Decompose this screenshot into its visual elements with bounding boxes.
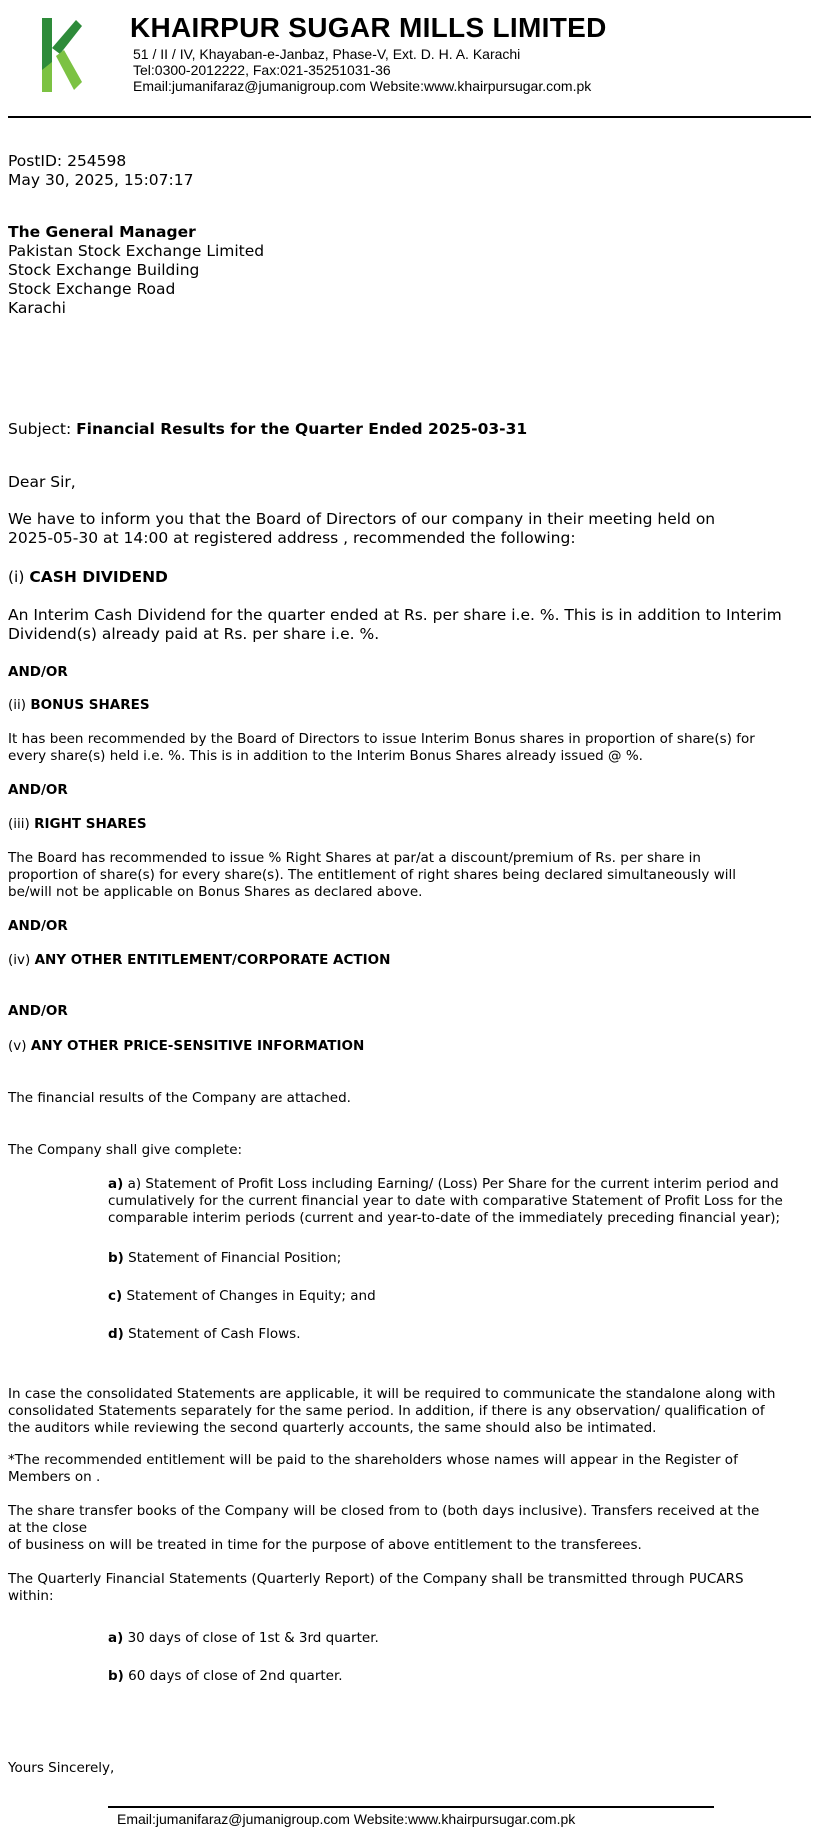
deadline-b: b) 60 days of close of 2nd quarter. <box>108 1668 343 1684</box>
statement-d: d) Statement of Cash Flows. <box>108 1326 301 1342</box>
transfer-books-line-2: at the close <box>8 1520 88 1536</box>
bonus-shares-heading: (ii) BONUS SHARES <box>8 697 150 713</box>
pucars-line-1: The Quarterly Financial Statements (Quarterly Report) of the Company shall be transmitted through PUCARS <box>8 1571 744 1587</box>
transfer-books-line-3: of business on will be treated in time for the purpose of above entitlement to the transferees. <box>8 1537 642 1553</box>
other-price-heading: (v) ANY OTHER PRICE-SENSITIVE INFORMATION <box>8 1038 365 1054</box>
right-shares-line-3: be/will not be applicable on Bonus Shares as declared above. <box>8 884 423 900</box>
company-address: 51 / II / IV, Khayaban-e-Janbaz, Phase-V, Ext. D. H. A. Karachi <box>133 46 521 62</box>
closing-sincerely: Yours Sincerely, <box>8 1760 115 1776</box>
consolidated-line-2: consolidated Statements separately for the same period. In addition, if there is any observation/ qualification of <box>8 1403 765 1419</box>
and-or-3: AND/OR <box>8 918 68 934</box>
statement-a-line-1: a) a) Statement of Profit Loss including Earning/ (Loss) Per Share for the current interim period and <box>108 1176 779 1192</box>
give-complete: The Company shall give complete: <box>8 1142 243 1158</box>
header-divider <box>8 116 811 118</box>
intro-line-2: 2025-05-30 at 14:00 at registered address , recommended the following: <box>8 529 576 547</box>
deadline-a: a) 30 days of close of 1st & 3rd quarter. <box>108 1630 379 1646</box>
statement-b: b) Statement of Financial Position; <box>108 1250 342 1266</box>
cash-dividend-heading: (i) CASH DIVIDEND <box>8 568 168 586</box>
bonus-shares-line-2: every share(s) held i.e. %. This is in addition to the Interim Bonus Shares already issued @ %. <box>8 748 643 764</box>
results-attached: The financial results of the Company are attached. <box>8 1090 351 1106</box>
recipient-title: The General Manager <box>8 223 196 241</box>
entitlement-note-line-1: *The recommended entitlement will be paid to the shareholders whose names will appear in the Register of <box>8 1452 738 1468</box>
footer-divider <box>108 1806 714 1808</box>
cash-dividend-line-2: Dividend(s) already paid at Rs. per share i.e. %. <box>8 625 380 643</box>
other-entitlement-heading: (iv) ANY OTHER ENTITLEMENT/CORPORATE ACTION <box>8 952 391 968</box>
subject-line <box>8 420 527 439</box>
pucars-line-2: within: <box>8 1588 54 1604</box>
right-shares-line-1: The Board has recommended to issue % Right Shares at par/at a discount/premium of Rs. per share in <box>8 850 701 866</box>
entitlement-note-line-2: Members on . <box>8 1469 101 1485</box>
intro-line-1: We have to inform you that the Board of Directors of our company in their meeting held on <box>8 510 716 528</box>
and-or-1: AND/OR <box>8 664 68 680</box>
and-or-2: AND/OR <box>8 782 68 798</box>
statement-c: c) Statement of Changes in Equity; and <box>108 1288 376 1304</box>
cash-dividend-line-1: An Interim Cash Dividend for the quarter ended at Rs. per share i.e. %. This is in addition to Interim <box>8 606 782 624</box>
company-email-web: Email:jumanifaraz@jumanigroup.com Website:www.khairpursugar.com.pk <box>133 78 592 94</box>
statement-a-line-3: comparable interim periods (current and year-to-date of the immediately preceding financial year); <box>108 1210 781 1226</box>
recipient-line2: Stock Exchange Road <box>8 280 176 298</box>
recipient-line1: Stock Exchange Building <box>8 261 200 279</box>
transfer-books-line-1: The share transfer books of the Company will be closed from to (both days inclusive). Transfers received at the <box>8 1503 760 1519</box>
statement-a-line-2: cumulatively for the current financial year to date with comparative Statement of Profit Loss for the <box>108 1193 783 1209</box>
bonus-shares-line-1: It has been recommended by the Board of Directors to issue Interim Bonus shares in proportion of share(s) for <box>8 731 755 747</box>
company-logo-icon <box>42 18 82 92</box>
salutation: Dear Sir, <box>8 473 76 491</box>
recipient-org: Pakistan Stock Exchange Limited <box>8 242 265 260</box>
recipient-city: Karachi <box>8 299 66 317</box>
subject-label: Subject: <box>8 420 77 438</box>
company-name: KHAIRPUR SUGAR MILLS LIMITED <box>130 12 607 43</box>
footer-email-web: Email:jumanifaraz@jumanigroup.com Website:www.khairpursugar.com.pk <box>117 1811 576 1827</box>
and-or-4: AND/OR <box>8 1003 68 1019</box>
subject-text: Financial Results for the Quarter Ended 2025-03-31 <box>76 420 528 438</box>
consolidated-line-1: In case the consolidated Statements are applicable, it will be required to communicate the standalone along with <box>8 1386 776 1402</box>
company-phone-fax: Tel:0300-2012222, Fax:021-35251031-36 <box>133 62 391 78</box>
right-shares-line-2: proportion of share(s) for every share(s). The entitlement of right shares being declared simultaneously will <box>8 867 736 883</box>
post-datetime: May 30, 2025, 15:07:17 <box>8 171 194 189</box>
consolidated-line-3: the auditors while reviewing the second quarterly accounts, the same should also be intimated. <box>8 1420 657 1436</box>
post-id: PostID: 254598 <box>8 152 127 170</box>
right-shares-heading: (iii) RIGHT SHARES <box>8 816 147 832</box>
